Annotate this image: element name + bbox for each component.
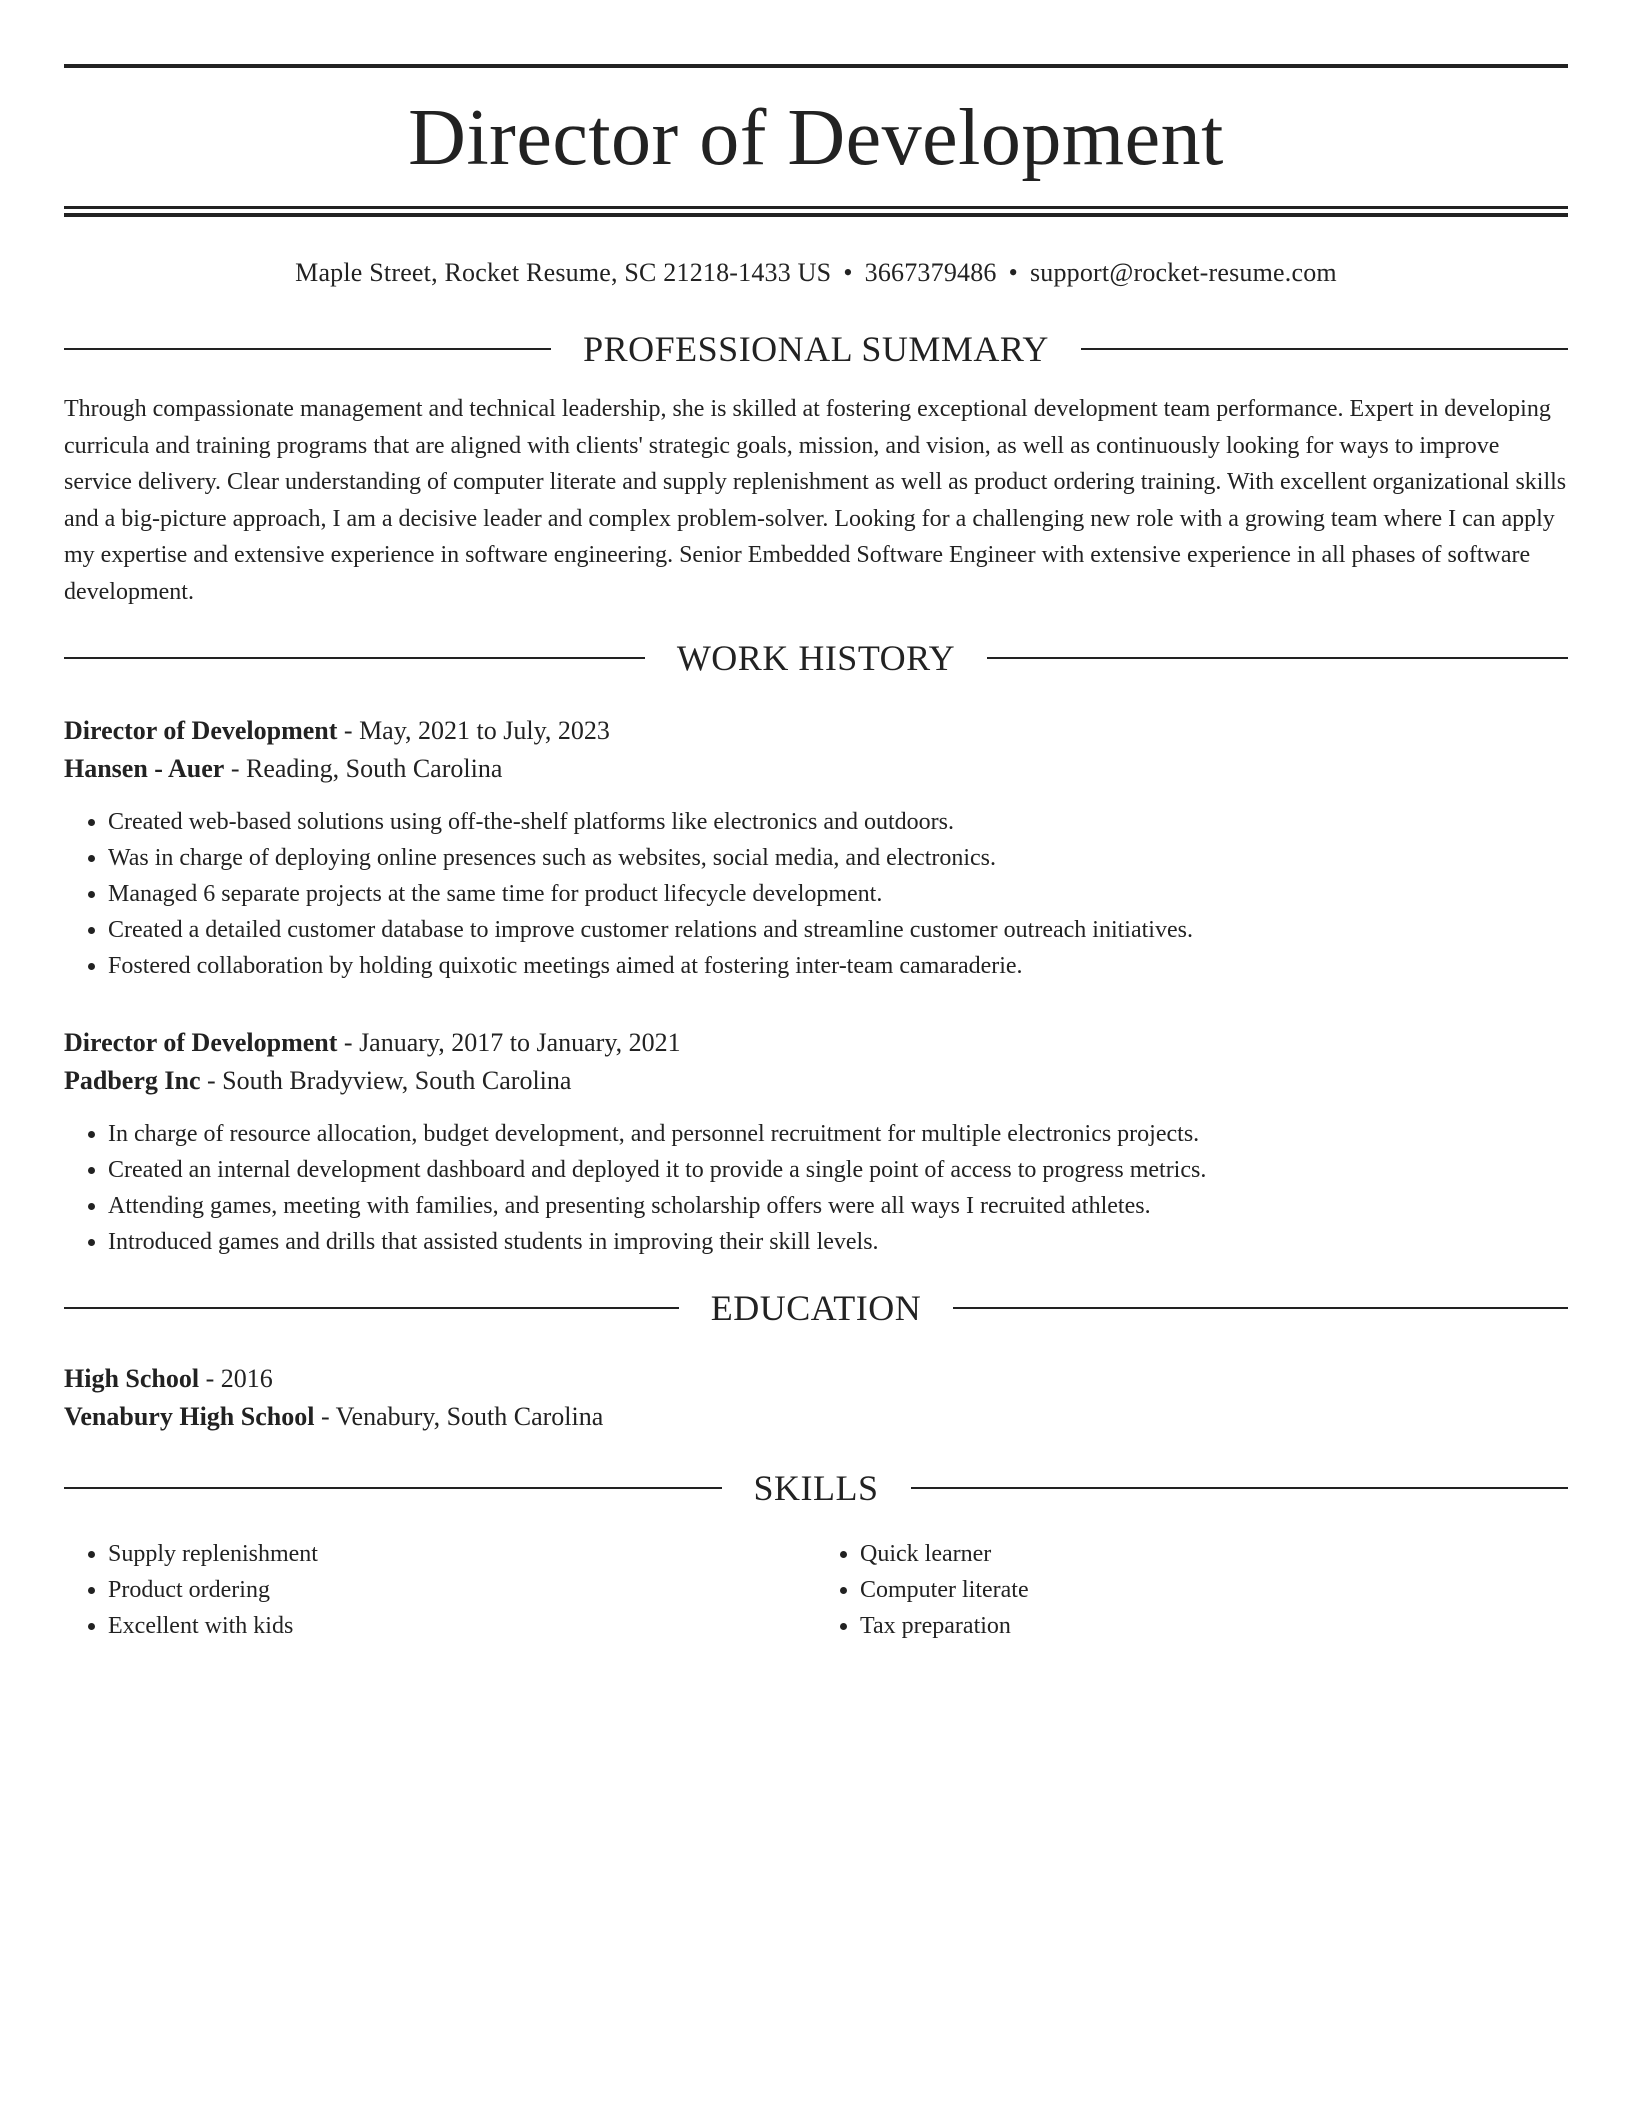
heading-rule-left [64, 1307, 679, 1309]
list-item: • Was in charge of deploying online presences such as websites, social media, and electronics. [108, 840, 1568, 876]
contact-email: support@rocket-resume.com [1029, 258, 1337, 287]
job-location: - South Bradyview, South Carolina [200, 1066, 572, 1095]
job-company: Hansen - Auer [64, 754, 225, 783]
heading-rule-left [64, 657, 645, 659]
job-title: Director of Development [64, 1028, 338, 1057]
heading-rule-left [64, 1487, 722, 1489]
section-heading-work [64, 632, 1568, 684]
section-title: EDUCATION [710, 1288, 922, 1328]
skill-item: • Computer literate [860, 1572, 1568, 1608]
list-item: • Created an internal development dashboard and deployed it to provide a single point of access to progress metrics. [108, 1152, 1568, 1188]
job-title-line [64, 712, 1568, 750]
job-entry [64, 1024, 1568, 1260]
education-school: Venabury High School [64, 1402, 315, 1431]
education-location: - Venabury, South Carolina [314, 1402, 604, 1431]
contact-separator: • [1008, 258, 1018, 287]
education-school-line [64, 1398, 1568, 1436]
section-title: SKILLS [753, 1468, 879, 1508]
contact-phone: 3667379486 [864, 258, 997, 287]
job-location: - Reading, South Carolina [224, 754, 503, 783]
summary-text: Through compassionate management and technical leadership, she is skilled at fostering exceptional development team performance. Expert in developing curricula and training programs that are aligned with clients' strategic goals, mission, and vision, as well as continuously looking for ways to improve service delivery. Clear understanding of computer literate and supply replenishment as well as product ordering training. With excellent organizational skills and a big-picture approach, I am a decisive leader and complex problem-solver. Looking for a challenging new role with a growing team where I can apply my expertise and extensive experience in software engineering. Senior Embedded Software Engineer with extensive experience in all phases of software development. [64, 396, 1567, 605]
job-title-line [64, 1024, 1568, 1062]
skill-item: • Supply replenishment [108, 1536, 816, 1572]
section-title: WORK HISTORY [676, 638, 956, 678]
section-heading-education [64, 1282, 1568, 1334]
resume-title: Director of Development [408, 94, 1224, 182]
education-entry [64, 1360, 1568, 1436]
list-item: • Created web-based solutions using off-the-shelf platforms like electronics and outdoors. [108, 804, 1568, 840]
list-item: • In charge of resource allocation, budget development, and personnel recruitment for multiple electronics projects. [108, 1116, 1568, 1152]
section-heading-skills [64, 1462, 1568, 1514]
education-degree-line [64, 1360, 1568, 1398]
skill-item: • Excellent with kids [108, 1608, 816, 1644]
job-bullets [64, 1116, 1568, 1260]
heading-rule-right [1081, 348, 1568, 350]
heading-rule-right [911, 1487, 1569, 1489]
heading-rule-left [64, 348, 551, 350]
contact-separator: • [843, 258, 853, 287]
skills-list-right [816, 1536, 1568, 1644]
title-double-rule [64, 206, 1568, 217]
top-rule [64, 64, 1568, 68]
job-dates: - May, 2021 to July, 2023 [337, 716, 610, 745]
heading-rule-right [953, 1307, 1568, 1309]
list-item: • Managed 6 separate projects at the same time for product lifecycle development. [108, 876, 1568, 912]
contact-address: Maple Street, Rocket Resume, SC 21218-1433 US [295, 258, 832, 287]
skill-item: • Product ordering [108, 1572, 816, 1608]
job-company-line [64, 1062, 1568, 1100]
contact-line [64, 253, 1568, 293]
job-company-line [64, 750, 1568, 788]
skill-item: • Tax preparation [860, 1608, 1568, 1644]
heading-rule-right [987, 657, 1568, 659]
education-degree: High School [64, 1364, 200, 1393]
education-year: - 2016 [199, 1364, 273, 1393]
section-title: PROFESSIONAL SUMMARY [583, 329, 1049, 369]
skills-columns [64, 1536, 1568, 1644]
list-item: • Fostered collaboration by holding quixotic meetings aimed at fostering inter-team camaraderie. [108, 948, 1568, 984]
job-bullets [64, 804, 1568, 984]
job-company: Padberg Inc [64, 1066, 201, 1095]
job-entry [64, 712, 1568, 984]
job-title: Director of Development [64, 716, 338, 745]
list-item: • Attending games, meeting with families, and presenting scholarship offers were all ways I recruited athletes. [108, 1188, 1568, 1224]
skills-list-left [64, 1536, 816, 1644]
list-item: • Introduced games and drills that assisted students in improving their skill levels. [108, 1224, 1568, 1260]
skill-item: • Quick learner [860, 1536, 1568, 1572]
list-item: • Created a detailed customer database to improve customer relations and streamline customer outreach initiatives. [108, 912, 1568, 948]
job-dates: - January, 2017 to January, 2021 [337, 1028, 681, 1057]
section-heading-summary [64, 323, 1568, 375]
